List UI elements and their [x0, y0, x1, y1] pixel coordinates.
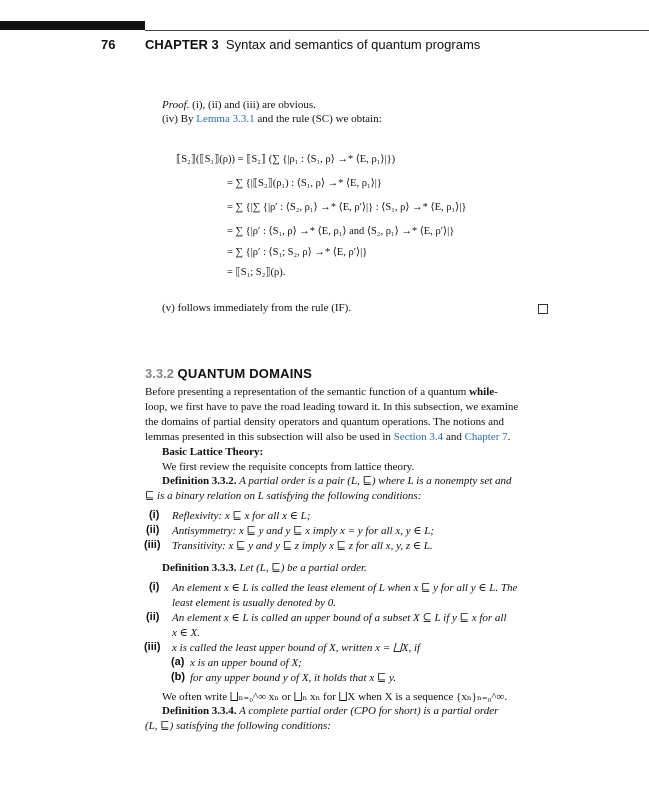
paragraph-line: loop, we first have to pave the road leading toward it. In this subsection, we examine	[145, 401, 519, 413]
list-number: (i)	[149, 581, 160, 593]
subheading-basic-lattice: Basic Lattice Theory:	[162, 446, 264, 458]
equation-line-6: = ⟦S₁; S₂⟧(ρ).	[227, 267, 286, 278]
proof-line-1: Proof. (i), (ii) and (iii) are obvious.	[162, 99, 316, 111]
list-item: x is called the least upper bound of X, written x = ⨆X, if	[172, 642, 421, 654]
definition-3-3-4: Definition 3.3.4. A complete partial order (CPO for short) is a partial order	[162, 705, 499, 717]
sublist-item: x is an upper bound of X;	[190, 657, 302, 669]
equation-line-4: = ∑ {|ρ′ : ⟨S₁, ρ⟩ →* ⟨E, ρ₁⟩ and ⟨S₂, ρ₁⟩ →* ⟨E, ρ′⟩|}	[227, 226, 455, 237]
section-title: QUANTUM DOMAINS	[177, 366, 312, 381]
section-number: 3.3.2	[145, 366, 174, 381]
section-3-4-link[interactable]: Section 3.4	[393, 431, 444, 443]
list-item-cont: least element is usually denoted by 0.	[172, 597, 337, 609]
paragraph-line: lemmas presented in this subsection will also be used in Section 3.4 and Chapter 7.	[145, 431, 511, 443]
list-item: An element x ∈ L is called an upper bound of a subset X ⊆ L if y ⊑ x for all	[172, 612, 507, 624]
chapter-7-link[interactable]: Chapter 7	[464, 431, 508, 443]
list-item-cont: x ∈ X.	[172, 627, 200, 639]
chapter-label: CHAPTER 3	[145, 37, 219, 52]
sublist-number: (b)	[171, 671, 186, 683]
list-number: (ii)	[146, 524, 160, 536]
paragraph-line: Before presenting a representation of the semantic function of a quantum while-	[145, 386, 498, 398]
page-number: 76	[101, 37, 116, 52]
equation-line-2: = ∑ {|⟦S₂⟧(ρ₁) : ⟨S₁, ρ⟩ →* ⟨E, ρ₁⟩|}	[227, 178, 382, 189]
sublist-item: for any upper bound y of X, it holds that x ⊑ y.	[190, 672, 397, 684]
equation-line-3: = ∑ {|∑ {|ρ′ : ⟨S₂, ρ₁⟩ →* ⟨E, ρ′⟩|} : ⟨S₁, ρ⟩ →* ⟨E, ρ₁⟩|}	[227, 202, 467, 213]
proof-line-2: (iv) By Lemma 3.3.1 and the rule (SC) we obtain:	[162, 113, 382, 125]
sequence-notation-line: We often write ⨆ₙ₌₀^∞ xₙ or ⨆ₙ xₙ for ⨆X when X is a sequence {xₙ}ₙ₌₀^∞.	[162, 691, 508, 703]
equation-line-1: ⟦S₂⟧(⟦S₁⟧(ρ)) = ⟦S₂⟧ (∑ {|ρ₁ : ⟨S₁, ρ⟩ →* ⟨E, ρ₁⟩|})	[176, 154, 396, 165]
list-item: Antisymmetry: x ⊑ y and y ⊑ x imply x = y for all x, y ∈ L;	[172, 525, 435, 537]
list-number: (ii)	[146, 611, 160, 623]
definition-3-3-2: Definition 3.3.2. A partial order is a pair (L, ⊑) where L is a nonempty set and	[162, 475, 512, 487]
header-bar	[0, 21, 145, 30]
list-item: Transitivity: x ⊑ y and y ⊑ z imply x ⊑ z for all x, y, z ∈ L.	[172, 540, 433, 552]
paragraph-line: We first review the requisite concepts from lattice theory.	[162, 461, 415, 473]
section-heading	[145, 366, 312, 381]
list-item: Reflexivity: x ⊑ x for all x ∈ L;	[172, 510, 311, 522]
equation-line-5: = ∑ {|ρ′ : ⟨S₁; S₂, ρ⟩ →* ⟨E, ρ′⟩|}	[227, 247, 368, 258]
list-number: (i)	[149, 509, 160, 521]
qed-square-icon	[538, 304, 548, 314]
paragraph-line: the domains of partial density operators and quantum operations. The notions and	[145, 416, 505, 428]
list-item: An element x ∈ L is called the least element of L when x ⊑ y for all y ∈ L. The	[172, 582, 518, 594]
proof-closing: (v) follows immediately from the rule (IF).	[162, 302, 352, 314]
chapter-heading	[145, 37, 480, 52]
list-number: (iii)	[144, 539, 161, 551]
sublist-number: (a)	[171, 656, 185, 668]
definition-3-3-2-cont: ⊑ is a binary relation on L satisfying the following conditions:	[145, 490, 422, 502]
chapter-title: Syntax and semantics of quantum programs	[225, 37, 481, 52]
list-number: (iii)	[144, 641, 161, 653]
header-rule	[145, 30, 649, 31]
lemma-link[interactable]: Lemma 3.3.1	[196, 113, 255, 125]
definition-3-3-3: Definition 3.3.3. Let (L, ⊑) be a partial order.	[162, 562, 367, 574]
definition-3-3-4-cont: (L, ⊑) satisfying the following conditions:	[145, 720, 331, 732]
